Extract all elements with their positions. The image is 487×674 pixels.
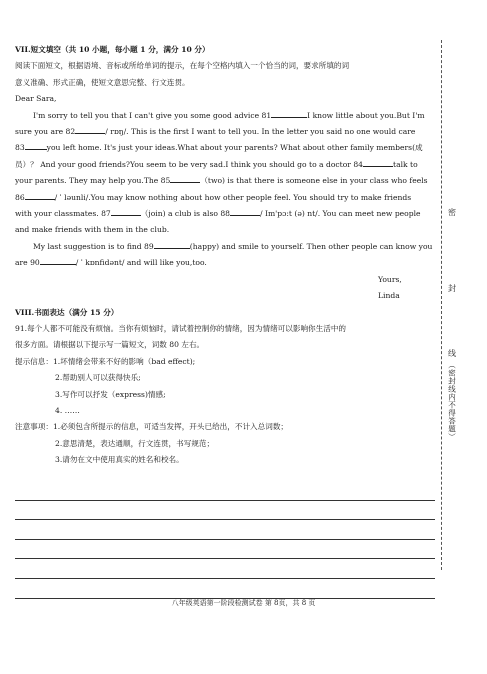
blank-86 xyxy=(25,190,55,200)
writing-lines xyxy=(15,481,435,599)
blank-90 xyxy=(40,255,76,265)
writing-line xyxy=(15,540,435,560)
passage-line: with your classmates. 87 （join) a club is also 88 / Im'pɔ:t (ə) nt/. You can meet new people xyxy=(15,206,435,222)
section7-title: VII.短文填空（共 10 小题，每小题 1 分，满分 10 分） xyxy=(15,45,210,54)
passage-line: My last suggestion is to find 89 (happy) and smile to yourself. Then other people can know you xyxy=(15,239,435,255)
page-footer: 八年级英语第一阶段检测试卷 第 8页，共 8 页 xyxy=(171,599,316,607)
writing-line xyxy=(15,559,435,579)
writing-line xyxy=(15,520,435,540)
passage-line: I'm sorry to tell you that I can't give you some good advice 81 I know little about you.But I'm xyxy=(15,108,435,124)
note-item: 注意事项：1.必须包含所提示的信息，可适当发挥，开头已给出，不计入总词数； xyxy=(15,422,289,432)
exam-content xyxy=(15,42,435,469)
hint-item: 3.写作可以抒发（express)情感; xyxy=(55,389,166,399)
passage-line: 员）？ And your good friends?You seem to be very sad.I think you should go to a doctor 84 talk to xyxy=(15,157,435,173)
passage-line: and make friends with them in the club. xyxy=(15,225,170,235)
note-item: 2.意思清楚，表达通顺，行文连贯，书写规范； xyxy=(55,438,215,448)
section8-prompt-line2: 很多方面。请根据以下提示写一篇短文，词数 80 左右。 xyxy=(15,340,205,350)
letter-signature: Linda xyxy=(378,291,400,301)
hint-item: 2.帮助别人可以获得快乐; xyxy=(55,373,141,383)
binding-dashed-line xyxy=(441,40,442,570)
blank-83 xyxy=(25,140,47,150)
letter-closing: Yours, xyxy=(378,274,402,284)
binding-label-mi: 密 xyxy=(448,208,456,217)
blank-87 xyxy=(111,206,141,216)
passage-line: your parents. They may help you.The 85 （two) is that there is someone else in your class who feels xyxy=(15,173,435,189)
hint-item: 提示信息：1.坏情绪会带来不好的影响（bad effect); xyxy=(15,356,196,366)
section8-prompt-line1: 91.每个人都不可能没有烦恼。当你有烦恼时，请试着控制你的情绪，因为情绪可以影响你生活中的 xyxy=(15,323,347,333)
writing-line xyxy=(15,501,435,521)
passage-line: sure you are 82 / rɒŋ/. This is the first I want to tell you. In the letter you said no one would care xyxy=(15,124,435,140)
binding-label-xian: 线 （密封线内不得答题） xyxy=(447,349,457,441)
notes-label: 注意事项： xyxy=(15,422,53,432)
blank-82 xyxy=(75,124,105,134)
section7-instructions-line2: 意义准确、形式正确，使短文意思完整、行文连贯。 xyxy=(15,77,190,87)
writing-line xyxy=(15,579,435,599)
section8-title: VIII.书面表达（满分 15 分） xyxy=(15,307,119,317)
passage-line: are 90 / ˈ kɒnfidənt/ and will like you,too. xyxy=(15,255,435,271)
passage-line: 83 you left home. It's just your ideas.What about your parents? What about other family members(成 xyxy=(15,140,435,156)
blank-88 xyxy=(230,206,260,216)
blank-81 xyxy=(271,108,307,118)
writing-line xyxy=(15,481,435,501)
passage-line: 86 / ˈ ləunli/.You may know nothing about how other people feel. You should try to make friends xyxy=(15,190,435,206)
binding-note: （密封线内不得答题） xyxy=(447,361,457,441)
note-item: 3.请勿在文中使用真实的姓名和校名。 xyxy=(55,455,184,465)
binding-label-feng: 封 xyxy=(448,284,456,293)
hint-item: 4. …… xyxy=(55,405,80,415)
blank-89 xyxy=(154,239,190,249)
section7-instructions-line1: 阅读下面短文，根据语境、音标或所给单词的提示，在每个空格内填入一个恰当的词，要求所填的词 xyxy=(15,61,350,71)
blank-84 xyxy=(363,157,393,167)
letter-greeting: Dear Sara, xyxy=(15,94,57,104)
hints-label: 提示信息： xyxy=(15,356,53,366)
blank-85 xyxy=(170,173,200,183)
